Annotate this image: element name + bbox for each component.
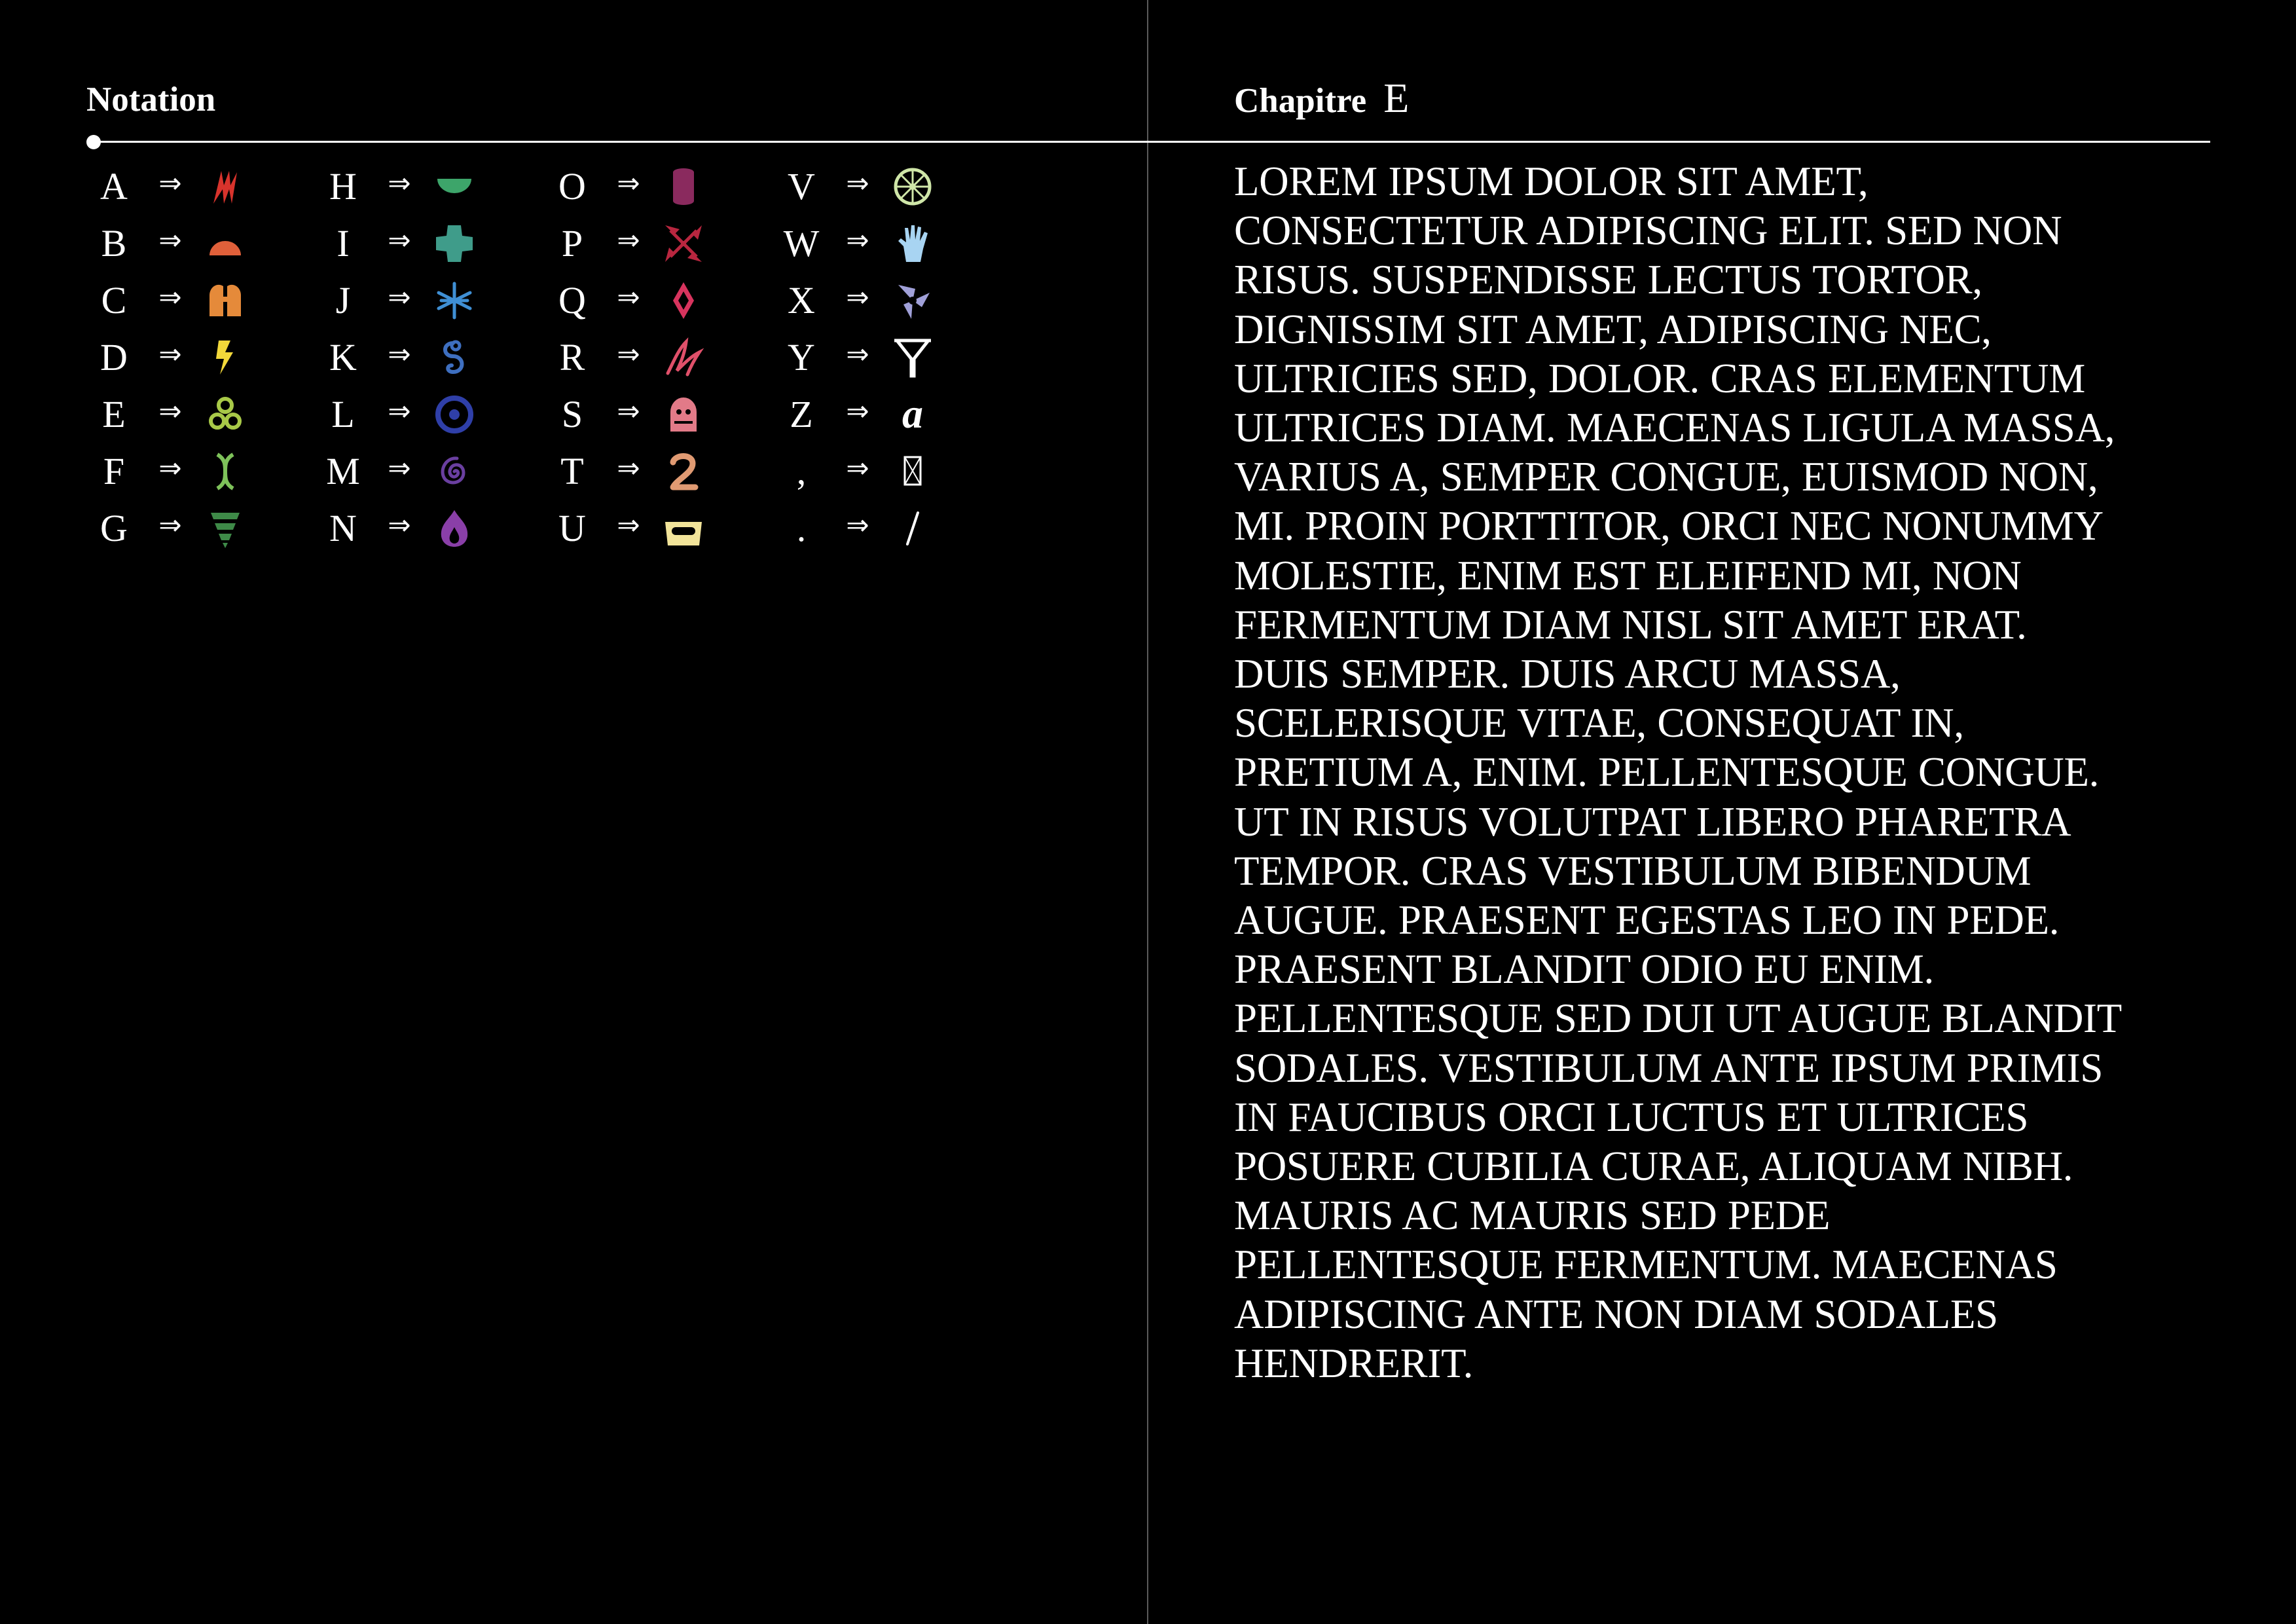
- notation-entry: [316, 501, 532, 558]
- notation-entry: [86, 444, 302, 501]
- lightning-icon: [204, 337, 246, 378]
- maps-to-arrow-icon: ⇒: [388, 452, 411, 484]
- maps-to-arrow-icon: ⇒: [846, 167, 869, 199]
- notation-entry: [774, 330, 990, 387]
- maps-to-arrow-icon: ⇒: [388, 338, 411, 370]
- body-text-line: HENDRERIT.: [1234, 1340, 1474, 1386]
- notation-entry: [86, 273, 302, 330]
- maps-to-arrow-icon: ⇒: [388, 395, 411, 427]
- body-text-line: AUGUE. PRAESENT EGESTAS LEO IN PEDE.: [1234, 897, 2060, 944]
- body-text-line: ADIPISCING ANTE NON DIAM SODALES: [1234, 1291, 1998, 1337]
- body-text-line: MAURIS AC MAURIS SED PEDE: [1234, 1192, 1831, 1239]
- maps-to-arrow-icon: ⇒: [388, 167, 411, 199]
- body-text-line: FERMENTUM DIAM NISL SIT AMET ERAT.: [1234, 601, 2027, 648]
- notation-character: E: [102, 393, 126, 435]
- maps-to-arrow-icon: ⇒: [158, 281, 182, 313]
- body-text-line: MI. PROIN PORTTITOR, ORCI NEC NONUMMY: [1234, 503, 2104, 549]
- notation-entry: [545, 444, 761, 501]
- maps-to-arrow-icon: ⇒: [158, 338, 182, 370]
- notation-entry: [774, 501, 990, 558]
- maps-to-arrow-icon: ⇒: [158, 395, 182, 427]
- body-text-line: POSUERE CUBILIA CURAE, ALIQUAM NIBH.: [1234, 1143, 2073, 1190]
- notation-character: ,: [796, 450, 807, 492]
- notation-entry: [774, 387, 990, 444]
- notation-entry: [545, 216, 761, 273]
- body-text-line: LOREM IPSUM DOLOR SIT AMET,: [1234, 158, 1868, 204]
- notation-entry: [545, 387, 761, 444]
- body-text-line: SCELERISQUE VITAE, CONSEQUAT IN,: [1234, 700, 1964, 747]
- zigzag-icon: [204, 166, 246, 208]
- chapter-heading: [1234, 75, 1409, 132]
- maps-to-arrow-icon: ⇒: [158, 224, 182, 256]
- body-text-line: TEMPOR. CRAS VESTIBULUM BIBENDUM: [1234, 847, 2032, 894]
- notation-character: J: [335, 279, 351, 322]
- notation-character: G: [100, 507, 128, 549]
- cross-blob-icon: [433, 223, 475, 265]
- notation-character: O: [558, 165, 586, 208]
- asterisk-icon: [433, 280, 475, 322]
- notation-entry: [316, 387, 532, 444]
- maps-to-arrow-icon: ⇒: [617, 224, 640, 256]
- maps-to-arrow-icon: ⇒: [617, 167, 640, 199]
- body-text-line: UT IN RISUS VOLUTPAT LIBERO PHARETRA: [1234, 798, 2071, 845]
- maps-to-arrow-icon: ⇒: [846, 395, 869, 427]
- notation-character: W: [783, 222, 820, 265]
- half-dome-icon: [204, 223, 246, 265]
- body-text-line: MOLESTIE, ENIM EST ELEIFEND MI, NON: [1234, 552, 2022, 599]
- page-title-notation: Notation: [86, 81, 216, 119]
- notation-character: K: [329, 336, 357, 378]
- hand-icon: [892, 223, 934, 265]
- notation-entry: [86, 159, 302, 216]
- slash-icon: [892, 507, 934, 549]
- notation-entry: [774, 159, 990, 216]
- header-rule-dot: [86, 135, 101, 149]
- numeral-two-icon: [663, 451, 704, 492]
- body-text-line: PRETIUM A, ENIM. PELLENTESQUE CONGUE.: [1234, 749, 2100, 796]
- maps-to-arrow-icon: ⇒: [846, 452, 869, 484]
- maps-to-arrow-icon: ⇒: [846, 224, 869, 256]
- maps-to-arrow-icon: ⇒: [846, 509, 869, 541]
- italic-a-icon: [892, 394, 934, 435]
- body-text-line: ULTRICIES SED, DOLOR. CRAS ELEMENTUM: [1234, 355, 2085, 401]
- notation-entry: [545, 159, 761, 216]
- notation-entry: [86, 501, 302, 558]
- body-text-line: PELLENTESQUE SED DUI UT AUGUE BLANDIT: [1234, 995, 2122, 1042]
- body-text-line: SODALES. VESTIBULUM ANTE IPSUM PRIMIS: [1234, 1044, 2104, 1091]
- notation-entry: [774, 216, 990, 273]
- notation-character: Y: [788, 336, 815, 378]
- notation-character: .: [796, 507, 807, 549]
- notation-character: V: [788, 165, 815, 208]
- notation-entry: [86, 387, 302, 444]
- ghost-icon: [663, 394, 704, 435]
- maps-to-arrow-icon: ⇒: [617, 395, 640, 427]
- notation-character: Z: [790, 393, 813, 435]
- maps-to-arrow-icon: ⇒: [846, 281, 869, 313]
- split-shield-icon: [204, 280, 246, 322]
- body-text-line: IN FAUCIBUS ORCI LUCTUS ET ULTRICES: [1234, 1094, 2029, 1140]
- spread-gutter: [1147, 0, 1148, 1624]
- maps-to-arrow-icon: ⇒: [158, 452, 182, 484]
- notation-character: S: [561, 393, 583, 435]
- body-text-line: DUIS SEMPER. DUIS ARCU MASSA,: [1234, 651, 1901, 697]
- striped-cone-icon: [204, 507, 246, 549]
- header-rule: [92, 141, 2210, 143]
- notation-character: I: [337, 222, 350, 265]
- funnel-icon: [892, 337, 934, 378]
- notation-entry: [545, 501, 761, 558]
- body-text-line: PELLENTESQUE FERMENTUM. MAECENAS: [1234, 1242, 2058, 1288]
- dna-helix-icon: [204, 451, 246, 492]
- notation-character: C: [101, 279, 127, 322]
- notation-character: A: [100, 165, 128, 208]
- notation-character: T: [560, 450, 584, 492]
- maps-to-arrow-icon: ⇒: [388, 509, 411, 541]
- notation-entry: [545, 273, 761, 330]
- flame-icon: [433, 507, 475, 549]
- body-text-line: ULTRICES DIAM. MAECENAS LIGULA MASSA,: [1234, 405, 2115, 451]
- notation-entry: [86, 216, 302, 273]
- maps-to-arrow-icon: ⇒: [617, 509, 640, 541]
- notation-character: U: [558, 507, 586, 549]
- body-text-line: VARIUS A, SEMPER CONGUE, EUISMOD NON,: [1234, 454, 2098, 500]
- body-text-line: PRAESENT BLANDIT ODIO EU ENIM.: [1234, 946, 1934, 993]
- target-icon: [433, 394, 475, 435]
- notation-character: M: [326, 450, 360, 492]
- body-text-line: DIGNISSIM SIT AMET, ADIPISCING NEC,: [1234, 306, 1992, 352]
- triple-ring-icon: [204, 394, 246, 435]
- maps-to-arrow-icon: ⇒: [388, 224, 411, 256]
- maps-to-arrow-icon: ⇒: [617, 281, 640, 313]
- diamond-icon: [663, 280, 704, 322]
- notation-character: F: [103, 450, 125, 492]
- spiral-icon: [433, 451, 475, 492]
- maps-to-arrow-icon: ⇒: [158, 509, 182, 541]
- wheel-icon: [892, 166, 934, 208]
- notation-character: N: [329, 507, 357, 549]
- maps-to-arrow-icon: ⇒: [617, 452, 640, 484]
- maps-to-arrow-icon: ⇒: [158, 167, 182, 199]
- notation-entry: [774, 444, 990, 501]
- notation-character: H: [329, 165, 357, 208]
- notation-entry: [86, 330, 302, 387]
- maps-to-arrow-icon: ⇒: [388, 281, 411, 313]
- maps-to-arrow-icon: ⇒: [846, 338, 869, 370]
- cylinder-icon: [663, 166, 704, 208]
- scribble-icon: [663, 337, 704, 378]
- notation-character: D: [100, 336, 128, 378]
- notation-entry: [316, 444, 532, 501]
- box-icon: [892, 451, 934, 492]
- four-arrows-icon: [663, 223, 704, 265]
- chapter-label: Chapitre: [1234, 82, 1367, 120]
- notation-character: Q: [558, 279, 586, 322]
- notation-entry: [316, 216, 532, 273]
- bowl-icon: [433, 166, 475, 208]
- notation-entry: [545, 330, 761, 387]
- svg-text:a: a: [902, 394, 923, 435]
- notation-entry: [316, 330, 532, 387]
- curl-icon: [433, 337, 475, 378]
- notation-character: X: [788, 279, 815, 322]
- body-text-line: RISUS. SUSPENDISSE LECTUS TORTOR,: [1234, 257, 1982, 303]
- pinwheel-icon: [892, 280, 934, 322]
- notation-entry: [316, 273, 532, 330]
- tray-icon: [663, 507, 704, 549]
- notation-entry: [774, 273, 990, 330]
- chapter-letter: E: [1383, 75, 1410, 121]
- chapter-body-text: [1234, 157, 2216, 1388]
- notation-character: P: [561, 222, 583, 265]
- body-text-line: CONSECTETUR ADIPISCING ELIT. SED NON: [1234, 208, 2062, 254]
- notation-entry: [316, 159, 532, 216]
- maps-to-arrow-icon: ⇒: [617, 338, 640, 370]
- notation-character: B: [101, 222, 127, 265]
- notation-character: L: [331, 393, 355, 435]
- notation-character: R: [559, 336, 585, 378]
